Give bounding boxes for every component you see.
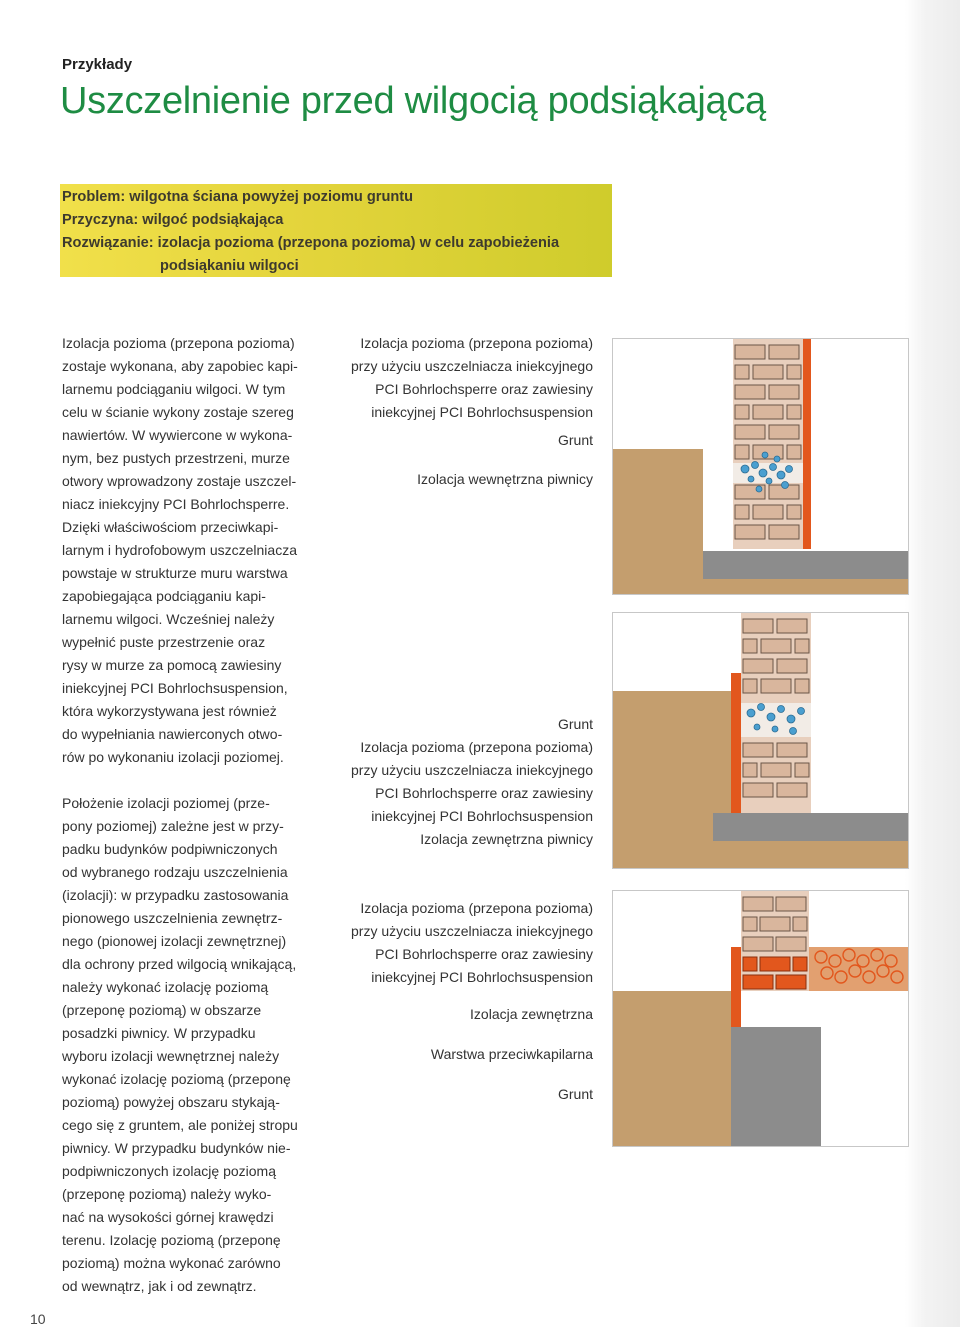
body-column-1 xyxy=(62,332,332,769)
diagram2-label-soil: Grunt xyxy=(557,716,593,732)
diagram2-label-external: Izolacja zewnętrzna piwnicy xyxy=(420,831,593,847)
body-column-2 xyxy=(62,792,332,1298)
diagram-external-insulation xyxy=(612,612,909,869)
page-number: 10 xyxy=(30,1311,46,1327)
problem-banner xyxy=(60,184,612,277)
banner-problem: Problem: wilgotna ściana powyżej poziomu gruntu xyxy=(62,189,414,205)
diagram1-label-injection: Izolacja pozioma (przepona pozioma) przy użyciu uszczelniacza iniekcyjnego PCI Bohrlochsperre oraz zawiesiny iniekcyjnej PCI Bohrlochsuspension xyxy=(351,335,593,420)
diagram3-label-capillary: Warstwa przeciwkapilarna xyxy=(430,1046,593,1062)
page-title: Uszczelnienie przed wilgocią podsiąkającą xyxy=(60,80,766,122)
banner-solution-cont: podsiąkaniu wilgoci xyxy=(160,258,299,274)
page-edge-shade xyxy=(905,0,960,1327)
body-paragraph-2: Położenie izolacji poziomej (prze- pony poziomej) zależne jest w przy- padku budynków podpiwniczonych od wybranego rodzaju uszczelnienia (izolacji): w przypadku zastosowania pionowego uszczelnienia zewnętrz- nego (pionowej izolacji zewnętrznej) dla ochrony przed wilgocią wnikającą, należy wykonać izolację poziomą (przeponę poziomą) w obszarze posadzki piwnicy. W przypadku wyboru izolacji wewnętrznej należy wykonać izolację poziomą (przeponę poziomą) powyżej obszaru stykają- cego się z gruntem, ale poniżej stropu piwnicy. W przypadku budynków nie- podpiwniczonych izolację poziomą (przeponę poziomą) należy wyko- nać na wysokości górnej krawędzi terenu. Izolację poziomą (przeponę poziomą) można wykonać zarówno od wewnątrz, jak i od zewnątrz. xyxy=(62,795,298,1294)
diagram-internal-insulation xyxy=(612,338,909,595)
body-paragraph-1: Izolacja pozioma (przepona pozioma) zostaje wykonana, aby zapobiec kapi- larnemu podciąganiu wilgoci. W tym celu w ścianie wykony zostaje szereg nawiertów. W wywiercone w wykona- nym, bez pustych przestrzeni, murze otwory wprowadzony zostaje uszczel- niacz iniekcyjny PCI Bohrlochsperre. Dzięki właściwościom przeciwkapi- larnym i hydrofobowym uszczelniacza powstaje w strukturze muru warstwa zapobiegająca podciąganiu kapi- larnemu wilgoci. Wcześniej należy wypełnić puste przestrzenie oraz rysy w murze za pomocą zawiesiny iniekcyjnej PCI Bohrlochsuspension, która wykorzystywana jest również do wypełniania nawierconych otwo- rów po wykonaniu izolacji poziomej. xyxy=(62,335,298,765)
diagram3-label-external: Izolacja zewnętrzna xyxy=(470,1006,593,1022)
section-kicker: Przykłady xyxy=(62,56,133,73)
diagram3-label-injection: Izolacja pozioma (przepona pozioma) przy użyciu uszczelniacza iniekcyjnego PCI Bohrlochsperre oraz zawiesiny iniekcyjnej PCI Bohrlochsuspension xyxy=(351,900,593,985)
diagram3-label-soil: Grunt xyxy=(557,1086,593,1102)
diagram1-label-internal: Izolacja wewnętrzna piwnicy xyxy=(417,471,593,487)
diagram2-label-injection: Izolacja pozioma (przepona pozioma) przy użyciu uszczelniacza iniekcyjnego PCI Bohrlochsperre oraz zawiesiny iniekcyjnej PCI Bohrlochsuspension xyxy=(351,739,593,824)
diagram-non-basement xyxy=(612,890,909,1147)
banner-solution: Rozwiązanie: izolacja pozioma (przepona pozioma) w celu zapobieżenia xyxy=(62,235,560,251)
banner-cause: Przyczyna: wilgoć podsiąkająca xyxy=(62,212,284,228)
diagram1-label-soil: Grunt xyxy=(557,432,593,448)
